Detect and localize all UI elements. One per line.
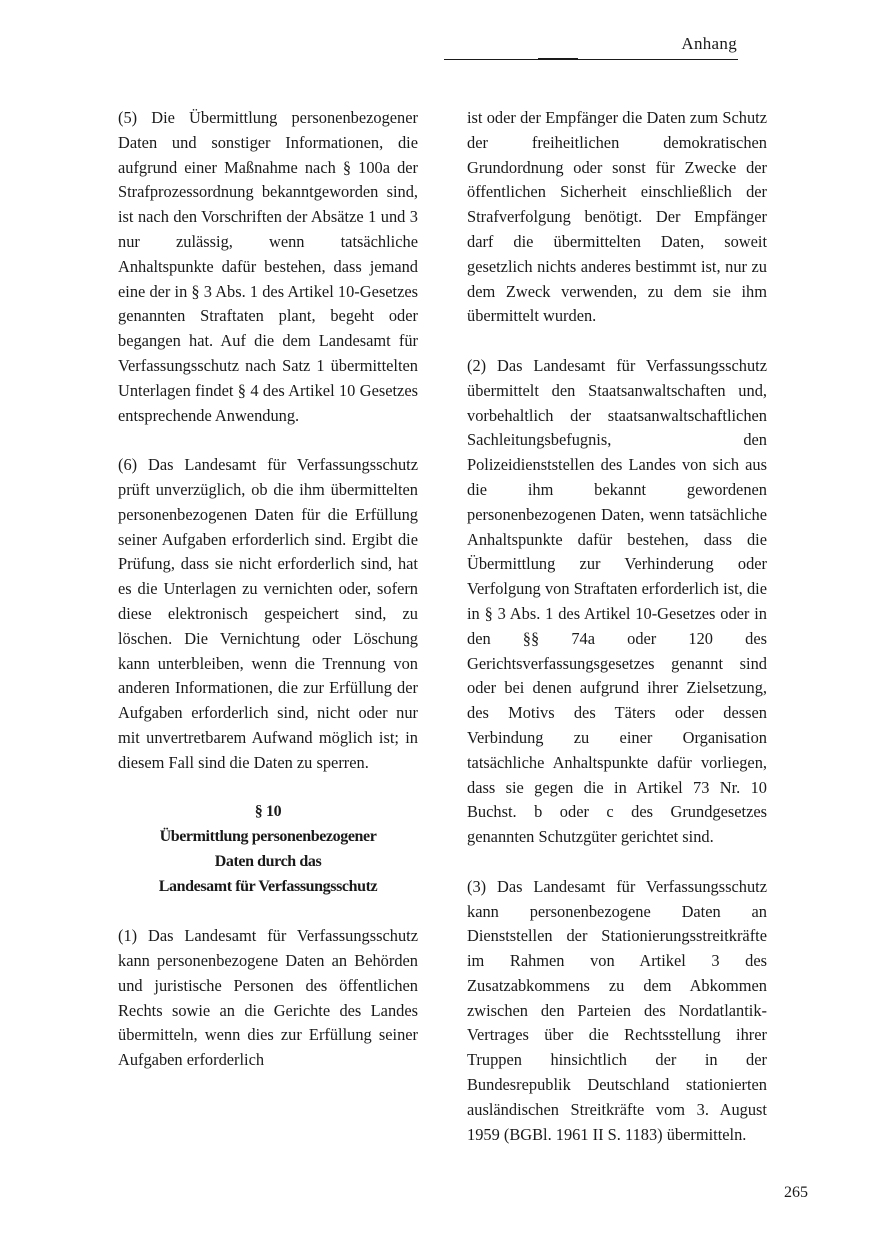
page-number: 265 [784, 1184, 808, 1201]
section-title-line-1: Übermittlung personenbezogener [159, 828, 377, 846]
paragraph-1-continued: ist oder der Empfänger die Daten zum Schutz der freiheitlichen demokratischen Grundordnung oder sonst für Zwecke der öffentlichen Sicherheit einschließlich der Strafverfolgung benötigt. Der Empfänger darf die übermittelten Daten, soweit gesetzlich nichts anderes bestimmt ist, nur zu dem Zweck verwenden, zu dem sie ihm übermittelt wurden. [467, 108, 767, 326]
section-title-line-3: Landesamt für Verfassungsschutz [158, 877, 378, 895]
section-number: § 10 [254, 803, 282, 821]
right-column [467, 106, 767, 1172]
header-rule [444, 59, 738, 60]
paragraph-2: (2) Das Landesamt für Verfassungsschutz übermittelt den Staatsanwaltschaften und, vorbehaltlich der staatsanwaltschaftlichen Sachleitungsbefugnis, den Polizeidienststellen des Landes von sich aus die ihm bekannt gewordenen personenbezogenen Daten, wenn tatsächliche Anhaltspunkte dafür bestehen, dass die Übermittlung zur Verhinderung oder Verfolgung von Straftaten erforderlich ist, die in § 3 Abs. 1 des Artikel 10-Gesetzes oder in den §§ 74a oder 120 des Gerichtsverfassungsgesetzes genannt sind oder bei denen aufgrund ihrer Zielsetzung, des Motivs des Täters oder dessen Verbindung zu einer Organisation tatsächliche Anhaltspunkte dafür vorliegen, dass sie gegen die in Artikel 73 Nr. 10 Buchst. b oder c des Grundgesetzes genannten Schutzgüter gerichtet sind. [467, 355, 767, 847]
paragraph-3: (3) Das Landesamt für Verfassungsschutz kann personenbezogene Daten an Dienststellen der Stationierungsstreitkräfte im Rahmen von Artikel 3 des Zusatzabkommens zu dem Abkommen zwischen den Parteien des Nordatlantik-Vertrages über die Rechtsstellung ihrer Truppen hinsichtlich der in der Bundesrepublik Deutschland stationierten ausländischen Streitkräfte vom 3. August 1959 (BGBl. 1961 II S. 1183) übermitteln. [467, 876, 767, 1144]
section-heading [118, 800, 418, 899]
paragraph-1: (1) Das Landesamt für Verfassungsschutz kann personenbezogene Daten an Behörden und juristische Personen des öffentlichen Rechts sowie an die Gerichte des Landes übermitteln, wenn dies zur Erfüllung seiner Aufgaben erforderlich [118, 926, 418, 1070]
paragraph-6: (6) Das Landesamt für Verfassungsschutz prüft unverzüglich, ob die ihm übermittelten personenbezogenen Daten für die Erfüllung seiner Aufgaben erforderlich sind. Ergibt die Prüfung, dass sie nicht erforderlich sind, hat es die Unterlagen zu vernichten oder, sofern diese elektronisch gespeichert sind, zu löschen. Die Vernichtung oder Löschung kann unterbleiben, wenn die Trennung von anderen Informationen, die zur Erfüllung der Aufgaben erforderlich sind, nicht oder nur mit unvertretbarem Aufwand möglich ist; in diesem Fall sind die Daten zu sperren. [118, 455, 418, 772]
left-column [118, 106, 418, 1098]
header-rule-accent [538, 58, 578, 60]
section-title-line-2: Daten durch das [214, 852, 322, 870]
running-header-title: Anhang [681, 34, 737, 53]
paragraph-5: (5) Die Übermittlung personenbezogener Daten und sonstiger Informationen, die aufgrund einer Maßnahme nach § 100a der Strafprozessordnung bekanntgeworden sind, ist nach den Vorschriften der Absätze 1 und 3 nur zulässig, wenn tatsächliche Anhaltspunkte dafür bestehen, dass jemand eine der in § 3 Abs. 1 des Artikel 10-Gesetzes genannten Straftaten plant, begeht oder begangen hat. Auf die dem Landesamt für Verfassungsschutz nach Satz 1 übermittelten Unterlagen findet § 4 des Artikel 10 Gesetzes entsprechende Anwendung. [118, 108, 418, 425]
